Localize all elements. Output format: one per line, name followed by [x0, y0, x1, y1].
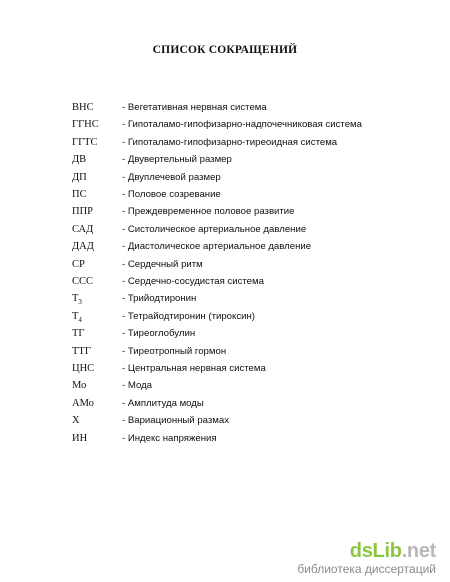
abbreviation-row: [0, 256, 450, 274]
watermark-logo-ds: ds: [349, 540, 373, 562]
watermark-logo-net: .net: [401, 540, 436, 562]
abbreviation-row: [0, 186, 450, 204]
abbreviation-term-text: ВНС: [72, 102, 94, 113]
abbreviation-term-text: ССС: [72, 276, 94, 287]
abbreviation-row: [0, 308, 450, 326]
abbreviation-definition: - Систолическое артериальное давление: [122, 223, 307, 235]
abbreviation-term: [72, 412, 80, 430]
abbreviation-definition: - Сердечно-сосудистая система: [122, 276, 264, 287]
abbreviation-term-subscript: 4: [78, 315, 82, 324]
abbreviation-definition: - Диастолическое артериальное давление: [122, 241, 312, 253]
abbreviation-term: [72, 203, 93, 221]
abbreviation-row: [0, 412, 450, 430]
abbreviation-row: [0, 221, 450, 239]
abbreviation-term-text: Т: [72, 293, 79, 305]
abbreviation-term-text: АМо: [72, 397, 94, 409]
abbreviation-term-text: СР: [72, 258, 85, 270]
watermark-tagline: библиотека диссертаций: [297, 562, 436, 576]
abbreviation-definition: - Половое созревание: [122, 189, 221, 200]
abbreviation-definition: - Тиреоглобулин: [122, 328, 196, 340]
abbreviation-term-text: ЦНС: [72, 363, 95, 374]
abbreviation-row: [0, 151, 450, 169]
abbreviation-term-text: ПС: [72, 189, 87, 200]
abbreviation-definition: - Амплитуда моды: [122, 397, 204, 409]
abbreviation-row: [0, 273, 450, 291]
abbreviation-row: [0, 203, 450, 221]
abbreviation-definition: - Сердечный ритм: [122, 258, 203, 270]
abbreviation-term-text: Т: [72, 310, 79, 322]
watermark: [297, 540, 436, 576]
abbreviation-definition: - Мода: [122, 380, 153, 392]
abbreviation-term-text: ППР: [72, 206, 94, 218]
abbreviation-term: [72, 395, 94, 413]
abbreviation-definition: - Центральная нервная система: [122, 363, 266, 374]
abbreviation-term-text: ДВ: [72, 154, 87, 166]
abbreviation-definition: - Индекс напряжения: [122, 432, 217, 444]
abbreviation-row: [0, 169, 450, 187]
abbreviation-row: [0, 238, 450, 256]
abbreviation-term: [72, 221, 93, 239]
abbreviation-row: [0, 430, 450, 448]
watermark-logo: [297, 540, 436, 562]
abbreviation-definition: - Трийодтиронин: [122, 293, 197, 305]
abbreviation-row: [0, 343, 450, 361]
abbreviation-term: [72, 325, 84, 343]
abbreviation-term: [72, 186, 87, 204]
abbreviation-definition: - Преждевременное половое развитие: [122, 206, 295, 218]
abbreviation-row: [0, 377, 450, 395]
abbreviation-row: [0, 395, 450, 413]
abbreviation-term: [72, 151, 86, 169]
abbreviation-term-text: ТГ: [72, 328, 85, 340]
abbreviation-term: [72, 116, 99, 134]
abbreviation-definition: - Гипоталамо-гипофизарно-надпочечниковая система: [122, 119, 362, 131]
abbreviation-term: [72, 360, 94, 378]
page-title: СПИСОК СОКРАЩЕНИЙ: [152, 44, 298, 56]
abbreviation-term-text: ДАД: [72, 241, 94, 253]
abbreviation-term-text: ИН: [72, 432, 88, 444]
abbreviation-term: [72, 169, 87, 187]
watermark-logo-lib: Lib: [372, 540, 402, 562]
abbreviation-term: [72, 273, 93, 291]
abbreviation-term: [72, 99, 94, 117]
abbreviation-term: [72, 134, 98, 152]
abbreviation-definition: - Вариационный размах: [122, 415, 230, 427]
abbreviation-definition: - Вегетативная нервная система: [122, 102, 267, 113]
abbreviation-term-subscript: 3: [78, 298, 82, 307]
abbreviation-term-text: ТТГ: [72, 345, 91, 357]
abbreviation-term-text: ГГНС: [72, 119, 99, 131]
abbreviation-definition: - Тетрайодтиронин (тироксин): [122, 310, 255, 322]
abbreviation-definition: - Двувертельный размер: [122, 154, 232, 166]
abbreviation-definition: - Гипоталамо-гипофизарно-тиреоидная система: [122, 136, 338, 148]
abbreviation-term-text: ГГТС: [72, 136, 98, 148]
abbreviation-term-text: Х: [72, 415, 80, 427]
abbreviation-term: [72, 238, 94, 256]
abbreviation-term: [72, 430, 87, 448]
abbreviation-term: [72, 343, 91, 361]
abbreviation-row: [0, 99, 450, 117]
abbreviation-term-text: ДП: [72, 171, 87, 183]
abbreviation-term-text: САД: [72, 223, 94, 235]
abbreviation-term: [72, 377, 86, 395]
abbreviation-term: [72, 256, 85, 274]
abbreviation-term-text: Мо: [72, 380, 87, 392]
abbreviation-definition: - Двуплечевой размер: [122, 171, 221, 183]
abbreviation-row: [0, 290, 450, 308]
abbreviation-row: [0, 134, 450, 152]
abbreviation-row: [0, 116, 450, 134]
abbreviation-row: [0, 360, 450, 378]
abbreviation-definition: - Тиреотропный гормон: [122, 345, 227, 357]
abbreviation-row: [0, 325, 450, 343]
